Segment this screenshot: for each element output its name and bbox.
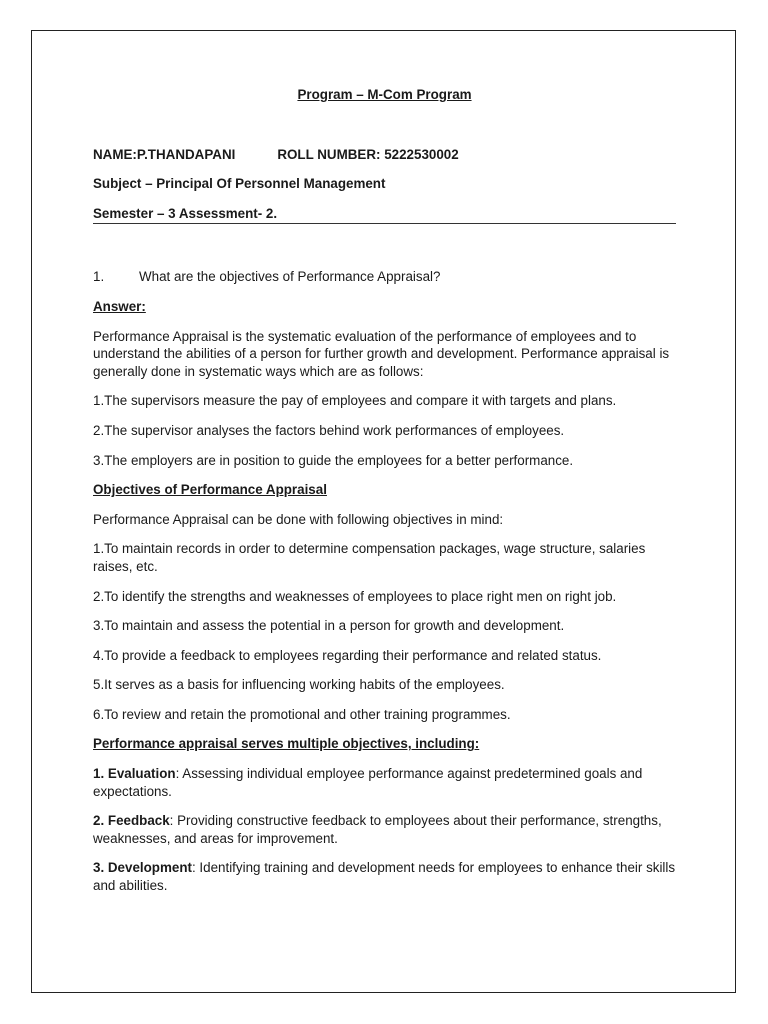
objective-item: 6.To review and retain the promotional and other training programmes. — [93, 706, 511, 722]
objectives-intro: Performance Appraisal can be done with following objectives in mind: — [93, 511, 504, 527]
objective-description: : Assessing individual employee performance against predetermined goals and expectations. — [93, 766, 643, 799]
objectives-heading: Objectives of Performance Appraisal — [93, 482, 327, 498]
objective-item: 3.To maintain and assess the potential in a person for growth and development. — [93, 618, 565, 634]
objective-term: 2. Feedback — [93, 813, 170, 829]
intro-paragraph: Performance Appraisal is the systematic evaluation of the performance of employees and to understand the abilities of a person for further growth and development. Performance appraisal is generally done in systematic ways which are as follows: — [93, 328, 670, 379]
objective-term: 1. Evaluation — [93, 766, 176, 782]
question-text: What are the objectives of Performance Appraisal? — [139, 269, 441, 285]
objective-term: 3. Development — [93, 860, 192, 876]
objective-item: 5.It serves as a basis for influencing working habits of the employees. — [93, 677, 505, 693]
multiple-objective-item — [93, 765, 676, 800]
multiple-objective-item — [93, 859, 676, 894]
roll-number: ROLL NUMBER: 5222530002 — [277, 146, 459, 162]
multiple-objective-item — [93, 812, 676, 847]
document-body — [93, 86, 676, 895]
semester-line: Semester – 3 Assessment- 2. — [93, 205, 278, 221]
way-item: 3.The employers are in position to guide the employees for a better performance. — [93, 452, 574, 468]
objective-description: : Providing constructive feedback to employees about their performance, strengths, weaknesses, and areas for improvement. — [93, 813, 662, 846]
objective-item: 4.To provide a feedback to employees regarding their performance and related status. — [93, 647, 602, 663]
question-line — [93, 268, 676, 286]
header-divider — [93, 223, 676, 224]
student-info-line — [93, 146, 676, 164]
way-item: 2.The supervisor analyses the factors behind work performances of employees. — [93, 422, 565, 438]
objective-item: 2.To identify the strengths and weaknesses of employees to place right men on right job. — [93, 588, 617, 604]
subject-line: Subject – Principal Of Personnel Management — [93, 176, 386, 192]
way-item: 1.The supervisors measure the pay of employees and compare it with targets and plans. — [93, 393, 617, 409]
answer-heading: Answer: — [93, 298, 146, 314]
objective-description: : Identifying training and development needs for employees to enhance their skills and abilities. — [93, 860, 676, 894]
program-title: Program – M-Com Program — [297, 87, 472, 102]
student-name: NAME:P.THANDAPANI — [93, 146, 236, 162]
objective-item: 1.To maintain records in order to determine compensation packages, wage structure, salaries raises, etc. — [93, 541, 646, 574]
multiple-objectives-heading: Performance appraisal serves multiple objectives, including: — [93, 736, 480, 752]
question-number: 1. — [93, 269, 105, 285]
